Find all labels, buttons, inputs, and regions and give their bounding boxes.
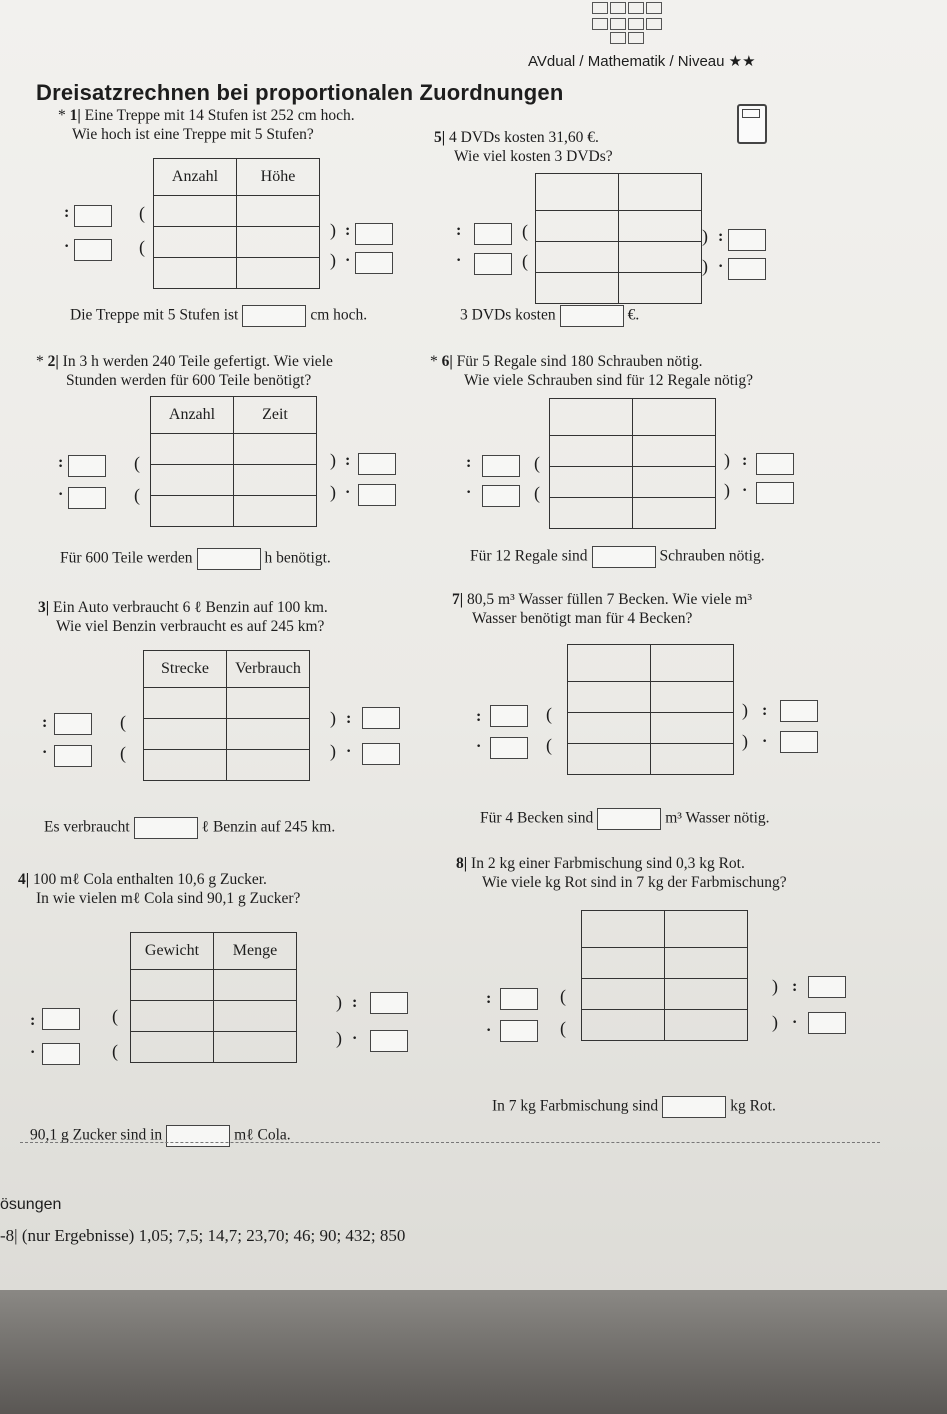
arc-arrow-icon: ( xyxy=(120,743,126,763)
task-6-cell[interactable] xyxy=(550,436,633,467)
task-2-cell[interactable] xyxy=(151,465,234,496)
arc-arrow-icon: ) xyxy=(702,256,708,276)
arc-arrow-icon: ( xyxy=(134,485,140,505)
task-3-cell[interactable] xyxy=(227,688,310,719)
task-1-answer xyxy=(70,305,367,327)
task-5-header-b xyxy=(619,174,702,211)
task-4-number: 4| xyxy=(18,871,30,888)
arc-arrow-icon: ( xyxy=(134,453,140,473)
task-3-answer-post: ℓ Benzin auf 245 km. xyxy=(201,818,336,836)
task-2-right-factor-box[interactable] xyxy=(358,484,396,506)
multiply-operator: · xyxy=(30,1044,36,1061)
task-4-left-factor-box[interactable] xyxy=(42,1043,80,1065)
divide-operator: : xyxy=(64,204,70,221)
divide-operator: : xyxy=(58,454,64,471)
task-8-answer xyxy=(492,1096,776,1118)
task-8-cell[interactable] xyxy=(665,1010,748,1041)
divide-operator: : xyxy=(456,222,462,239)
divide-operator: : xyxy=(466,454,472,471)
multiply-operator: · xyxy=(762,733,768,750)
arc-arrow-icon: ) xyxy=(742,731,748,751)
task-6-answer xyxy=(470,546,765,568)
arc-arrow-icon: ) xyxy=(336,992,342,1012)
task-4-left-divisor-box[interactable] xyxy=(42,1008,80,1030)
arc-arrow-icon: ( xyxy=(139,203,145,223)
task-5-cell[interactable] xyxy=(536,242,619,273)
arc-arrow-icon: ( xyxy=(120,712,126,732)
task-7-cell[interactable] xyxy=(651,682,734,713)
task-1-line2: Wie hoch ist eine Treppe mit 5 Stufen? xyxy=(72,126,314,143)
task-1-cell[interactable] xyxy=(154,227,237,258)
task-1-right-divisor-box[interactable] xyxy=(355,223,393,245)
task-6-answer-pre: Für 12 Regale sind xyxy=(470,547,588,565)
task-7-right-divisor-box[interactable] xyxy=(780,700,818,722)
divide-operator: : xyxy=(792,978,798,995)
task-8-cell[interactable] xyxy=(665,979,748,1010)
task-5-right-factor-box[interactable] xyxy=(728,258,766,280)
task-8-line2: Wie viele kg Rot sind in 7 kg der Farbmischung? xyxy=(482,874,787,891)
page-background xyxy=(0,1290,947,1414)
task-5-header-a xyxy=(536,174,619,211)
divide-operator: : xyxy=(742,452,748,469)
multiply-operator: · xyxy=(64,238,70,255)
task-8-number: 8| xyxy=(456,855,468,872)
task-8-answer-post: kg Rot. xyxy=(730,1097,776,1115)
task-2-answer-post: h benötigt. xyxy=(264,549,331,567)
task-8-answer-pre: In 7 kg Farbmischung sind xyxy=(492,1097,659,1115)
task-2-star: * xyxy=(36,353,44,370)
arc-arrow-icon: ) xyxy=(330,708,336,728)
divide-operator: : xyxy=(345,222,351,239)
task-1-left-divisor-box[interactable] xyxy=(74,205,112,227)
page-title: Dreisatzrechnen bei proportionalen Zuordnungen xyxy=(36,80,564,105)
arc-arrow-icon: ( xyxy=(112,1006,118,1026)
task-4-line1: 100 mℓ Cola enthalten 10,6 g Zucker. xyxy=(33,871,267,888)
task-1-cell[interactable] xyxy=(237,227,320,258)
task-2-cell[interactable] xyxy=(151,496,234,527)
task-7-cell[interactable] xyxy=(651,713,734,744)
task-4-right-factor-box[interactable] xyxy=(370,1030,408,1052)
arc-arrow-icon: ) xyxy=(772,976,778,996)
task-7-answer-post: m³ Wasser nötig. xyxy=(665,809,770,827)
task-2-answer-pre: Für 600 Teile werden xyxy=(60,549,193,567)
task-3-right-factor-box[interactable] xyxy=(362,743,400,765)
task-3-cell[interactable] xyxy=(227,750,310,781)
task-5-answer-box[interactable] xyxy=(560,305,624,327)
task-3-cell[interactable] xyxy=(227,719,310,750)
task-7-answer-box[interactable] xyxy=(597,808,661,830)
task-4-cell[interactable] xyxy=(131,1001,214,1032)
task-8-right-factor-box[interactable] xyxy=(808,1012,846,1034)
series-label: AVdual / Mathematik / Niveau ★★ xyxy=(528,53,756,70)
task-2-answer xyxy=(60,548,331,570)
task-1-cell[interactable] xyxy=(237,196,320,227)
task-5-line2: Wie viel kosten 3 DVDs? xyxy=(454,148,613,165)
arc-arrow-icon: ( xyxy=(546,735,552,755)
task-6-cell[interactable] xyxy=(550,467,633,498)
task-5-line1: 4 DVDs kosten 31,60 €. xyxy=(449,129,599,146)
publisher-logo xyxy=(588,0,668,44)
task-5-left-factor-box[interactable] xyxy=(474,253,512,275)
arc-arrow-icon: ( xyxy=(534,453,540,473)
task-2-number: 2| xyxy=(47,353,59,370)
task-5-answer xyxy=(460,305,639,327)
task-8-table xyxy=(581,910,748,1041)
arc-arrow-icon: ) xyxy=(330,250,336,270)
divide-operator: : xyxy=(345,452,351,469)
arc-arrow-icon: ( xyxy=(522,221,528,241)
task-6-statement xyxy=(430,352,753,390)
task-4-answer xyxy=(30,1125,291,1147)
task-8-statement xyxy=(456,854,787,892)
task-6-left-factor-box[interactable] xyxy=(482,485,520,507)
multiply-operator: · xyxy=(466,484,472,501)
task-4-cell[interactable] xyxy=(131,970,214,1001)
task-6-cell[interactable] xyxy=(550,498,633,529)
arc-arrow-icon: ) xyxy=(330,741,336,761)
task-7-cell[interactable] xyxy=(568,713,651,744)
task-6-line1: Für 5 Regale sind 180 Schrauben nötig. xyxy=(456,353,703,370)
task-2-left-divisor-box[interactable] xyxy=(68,455,106,477)
task-7-cell[interactable] xyxy=(568,682,651,713)
task-1-answer-post: cm hoch. xyxy=(310,306,368,324)
task-1-cell[interactable] xyxy=(154,196,237,227)
task-5-statement xyxy=(434,128,613,166)
task-5-answer-post: €. xyxy=(627,306,640,324)
task-8-header-a xyxy=(582,911,665,948)
task-3-number: 3| xyxy=(38,599,50,616)
multiply-operator: · xyxy=(345,484,351,501)
task-7-line2: Wasser benötigt man für 4 Becken? xyxy=(472,610,693,627)
task-3-header-b: Verbrauch xyxy=(227,651,310,688)
task-2-statement xyxy=(36,352,333,390)
task-1-cell[interactable] xyxy=(237,258,320,289)
divide-operator: : xyxy=(352,994,358,1011)
multiply-operator: · xyxy=(345,252,351,269)
solutions-heading: ösungen xyxy=(0,1196,62,1213)
task-7-cell[interactable] xyxy=(651,744,734,775)
task-1-header-b: Höhe xyxy=(237,159,320,196)
arc-arrow-icon: ) xyxy=(724,450,730,470)
task-2-header-a: Anzahl xyxy=(151,397,234,434)
task-5-right-divisor-box[interactable] xyxy=(728,229,766,251)
task-7-statement xyxy=(452,590,752,628)
task-4-table xyxy=(130,932,297,1063)
task-4-cell[interactable] xyxy=(214,1001,297,1032)
task-6-cell[interactable] xyxy=(633,498,716,529)
task-2-right-divisor-box[interactable] xyxy=(358,453,396,475)
task-1-cell[interactable] xyxy=(154,258,237,289)
task-4-right-divisor-box[interactable] xyxy=(370,992,408,1014)
task-3-statement xyxy=(38,598,328,636)
task-7-answer xyxy=(480,808,770,830)
divide-operator: : xyxy=(486,990,492,1007)
multiply-operator: · xyxy=(352,1030,358,1047)
task-6-cell[interactable] xyxy=(633,467,716,498)
task-1-line1: Eine Treppe mit 14 Stufen ist 252 cm hoch. xyxy=(84,107,355,124)
arc-arrow-icon: ( xyxy=(560,986,566,1006)
task-7-cell[interactable] xyxy=(568,744,651,775)
task-4-answer-pre: 90,1 g Zucker sind in xyxy=(30,1126,163,1144)
task-8-line1: In 2 kg einer Farbmischung sind 0,3 kg Rot. xyxy=(471,855,745,872)
task-3-table xyxy=(143,650,310,781)
task-5-cell[interactable] xyxy=(536,273,619,304)
task-2-cell[interactable] xyxy=(234,465,317,496)
task-4-statement xyxy=(18,870,300,908)
divide-operator: : xyxy=(42,714,48,731)
task-5-answer-pre: 3 DVDs kosten xyxy=(460,306,556,324)
arc-arrow-icon: ( xyxy=(522,251,528,271)
multiply-operator: · xyxy=(58,486,64,503)
task-7-number: 7| xyxy=(452,591,464,608)
task-1-number: 1| xyxy=(69,107,81,124)
task-6-header-a xyxy=(550,399,633,436)
multiply-operator: · xyxy=(476,738,482,755)
task-2-answer-box[interactable] xyxy=(197,548,261,570)
arc-arrow-icon: ) xyxy=(330,220,336,240)
task-1-left-factor-box[interactable] xyxy=(74,239,112,261)
task-5-table xyxy=(535,173,702,304)
task-4-cell[interactable] xyxy=(214,970,297,1001)
task-1-statement xyxy=(58,106,355,144)
multiply-operator: · xyxy=(42,744,48,761)
task-5-cell[interactable] xyxy=(619,242,702,273)
task-8-cell[interactable] xyxy=(582,979,665,1010)
calculator-icon xyxy=(737,104,767,144)
divide-operator: : xyxy=(476,708,482,725)
task-6-cell[interactable] xyxy=(633,436,716,467)
task-1-star: * xyxy=(58,107,66,124)
task-7-table xyxy=(567,644,734,775)
task-2-left-factor-box[interactable] xyxy=(68,487,106,509)
multiply-operator: · xyxy=(742,482,748,499)
task-4-cell[interactable] xyxy=(214,1032,297,1063)
task-7-right-factor-box[interactable] xyxy=(780,731,818,753)
task-3-cell[interactable] xyxy=(144,688,227,719)
task-2-cell[interactable] xyxy=(234,496,317,527)
task-7-header-b xyxy=(651,645,734,682)
task-7-header-a xyxy=(568,645,651,682)
task-2-cell[interactable] xyxy=(234,434,317,465)
task-3-right-divisor-box[interactable] xyxy=(362,707,400,729)
arc-arrow-icon: ) xyxy=(702,226,708,246)
task-2-cell[interactable] xyxy=(151,434,234,465)
task-5-cell[interactable] xyxy=(536,211,619,242)
task-6-answer-box[interactable] xyxy=(592,546,656,568)
task-8-cell[interactable] xyxy=(582,948,665,979)
arc-arrow-icon: ( xyxy=(112,1041,118,1061)
solutions-text: -8| (nur Ergebnisse) 1,05; 7,5; 14,7; 23,70; 46; 90; 432; 850 xyxy=(0,1226,406,1245)
task-8-left-factor-box[interactable] xyxy=(500,1020,538,1042)
task-2-table xyxy=(150,396,317,527)
task-1-answer-pre: Die Treppe mit 5 Stufen ist xyxy=(70,306,239,324)
task-1-answer-box[interactable] xyxy=(242,305,306,327)
task-3-cell[interactable] xyxy=(144,750,227,781)
task-5-left-divisor-box[interactable] xyxy=(474,223,512,245)
task-2-header-b: Zeit xyxy=(234,397,317,434)
task-8-left-divisor-box[interactable] xyxy=(500,988,538,1010)
task-3-line2: Wie viel Benzin verbraucht es auf 245 km? xyxy=(56,618,325,635)
task-6-right-divisor-box[interactable] xyxy=(756,453,794,475)
task-7-left-divisor-box[interactable] xyxy=(490,705,528,727)
task-1-header-a: Anzahl xyxy=(154,159,237,196)
arc-arrow-icon: ) xyxy=(742,700,748,720)
divide-operator: : xyxy=(30,1012,36,1029)
divide-operator: : xyxy=(346,710,352,727)
multiply-operator: · xyxy=(456,252,462,269)
task-6-star: * xyxy=(430,353,438,370)
task-7-line1: 80,5 m³ Wasser füllen 7 Becken. Wie viele m³ xyxy=(467,591,752,608)
arc-arrow-icon: ) xyxy=(330,450,336,470)
section-divider xyxy=(20,1142,880,1143)
divide-operator: : xyxy=(762,702,768,719)
task-2-line1: In 3 h werden 240 Teile gefertigt. Wie viele xyxy=(62,353,333,370)
multiply-operator: · xyxy=(486,1022,492,1039)
task-6-number: 6| xyxy=(441,353,453,370)
task-1-table xyxy=(153,158,320,289)
arc-arrow-icon: ( xyxy=(534,483,540,503)
arc-arrow-icon: ) xyxy=(724,480,730,500)
arc-arrow-icon: ( xyxy=(546,704,552,724)
task-6-answer-post: Schrauben nötig. xyxy=(659,547,765,565)
task-5-cell[interactable] xyxy=(619,273,702,304)
task-6-right-factor-box[interactable] xyxy=(756,482,794,504)
task-3-cell[interactable] xyxy=(144,719,227,750)
task-8-cell[interactable] xyxy=(582,1010,665,1041)
multiply-operator: · xyxy=(718,258,724,275)
task-1-right-factor-box[interactable] xyxy=(355,252,393,274)
task-3-header-a: Strecke xyxy=(144,651,227,688)
task-4-header-b: Menge xyxy=(214,933,297,970)
multiply-operator: · xyxy=(792,1014,798,1031)
task-4-answer-box[interactable] xyxy=(166,1125,230,1147)
task-6-line2: Wie viele Schrauben sind für 12 Regale nötig? xyxy=(464,372,754,389)
arc-arrow-icon: ) xyxy=(772,1012,778,1032)
task-8-header-b xyxy=(665,911,748,948)
task-5-number: 5| xyxy=(434,129,446,146)
task-3-answer-box[interactable] xyxy=(134,817,198,839)
task-6-header-b xyxy=(633,399,716,436)
task-3-line1: Ein Auto verbraucht 6 ℓ Benzin auf 100 km. xyxy=(53,599,328,616)
task-7-answer-pre: Für 4 Becken sind xyxy=(480,809,594,827)
arc-arrow-icon: ) xyxy=(336,1028,342,1048)
task-3-answer-pre: Es verbraucht xyxy=(44,818,130,836)
task-4-header-a: Gewicht xyxy=(131,933,214,970)
divide-operator: : xyxy=(718,228,724,245)
task-3-left-factor-box[interactable] xyxy=(54,745,92,767)
task-5-cell[interactable] xyxy=(619,211,702,242)
task-3-answer xyxy=(44,817,335,839)
task-8-cell[interactable] xyxy=(665,948,748,979)
task-4-answer-post: mℓ Cola. xyxy=(234,1126,291,1144)
multiply-operator: · xyxy=(346,743,352,760)
task-4-line2: In wie vielen mℓ Cola sind 90,1 g Zucker? xyxy=(36,890,301,907)
task-6-table xyxy=(549,398,716,529)
task-8-right-divisor-box[interactable] xyxy=(808,976,846,998)
arc-arrow-icon: ( xyxy=(139,237,145,257)
task-2-line2: Stunden werden für 600 Teile benötigt? xyxy=(66,372,312,389)
task-3-left-divisor-box[interactable] xyxy=(54,713,92,735)
task-8-answer-box[interactable] xyxy=(662,1096,726,1118)
arc-arrow-icon: ( xyxy=(560,1018,566,1038)
task-4-cell[interactable] xyxy=(131,1032,214,1063)
task-6-left-divisor-box[interactable] xyxy=(482,455,520,477)
arc-arrow-icon: ) xyxy=(330,482,336,502)
task-7-left-factor-box[interactable] xyxy=(490,737,528,759)
